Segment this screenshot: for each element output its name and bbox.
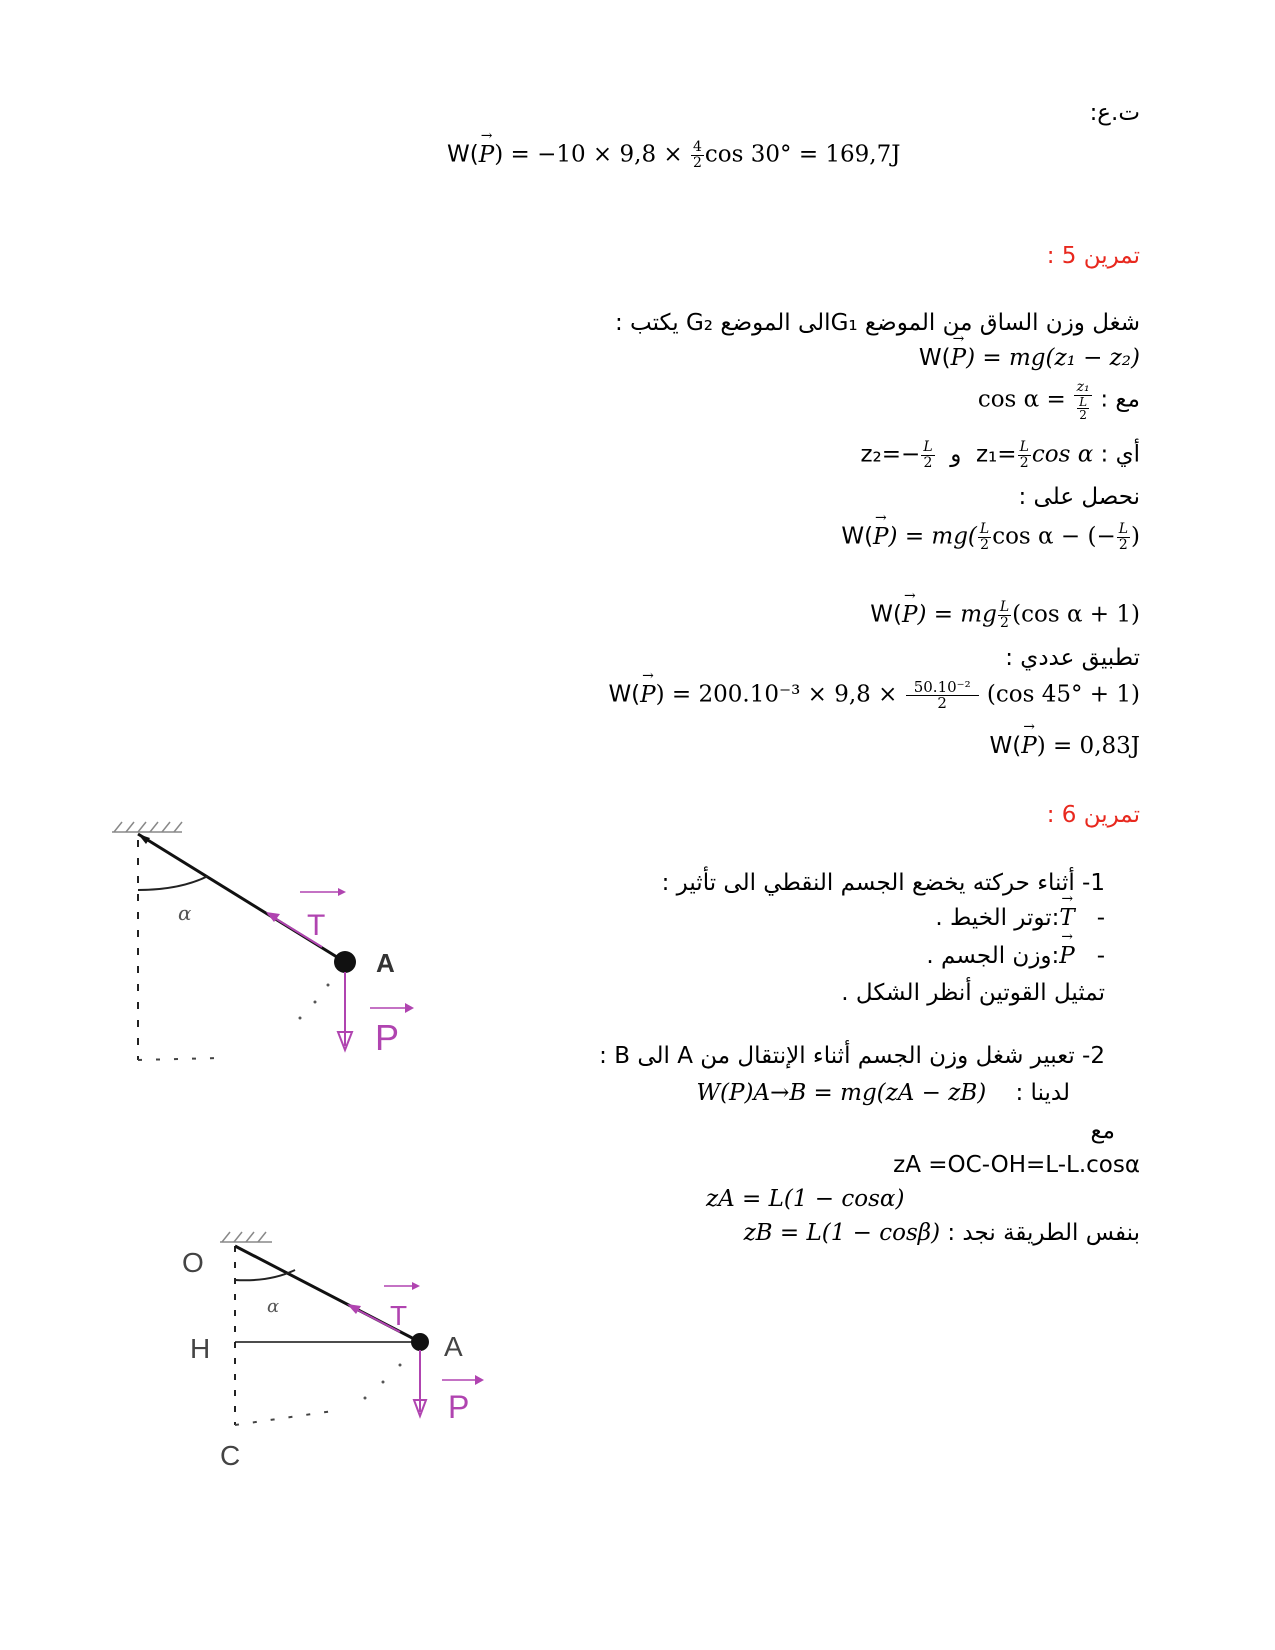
exercise-6-title: تمرين 6 : [1046,802,1140,828]
alpha-label-2: α [267,1296,280,1317]
point-o-label: O [182,1247,204,1278]
top-work-equation: W(→ P) = −10 × 9,8 × $\frac{4}{2}$ cos 30° = 169,7J [447,140,900,171]
ex6-with: مع [1090,1118,1115,1144]
tension-label-2: T [390,1300,408,1331]
ex5-eq5: W(→ P) = 0,83J [989,733,1140,759]
ex5-with-line: مع : cos α = $\frac{\text{z₁}}{\frac{L}{2}}$ [977,379,1140,422]
ex5-numeric-label: تطبيق عددي : [1005,645,1140,671]
ex6-za-line2: zA = L(1 − cosα) [706,1186,905,1212]
point-h-label: H [190,1333,211,1364]
tension-label-1: T [307,909,326,942]
ex5-ie-line: أي : z₂=− $\frac{L}{2}$ و z₁= $\frac{L}{2}$ cos α [860,439,1140,471]
ceiling-hatch-2 [220,1232,272,1242]
numeric-label-top: ت.ع: [1089,100,1140,126]
mass-a-1 [334,951,356,973]
ex5-eq4: W(→ P) = 200.10⁻³ × 9,8 × $\frac{\text{50.10⁻²}}{2}$ (cos 45° + 1) [608,680,1140,711]
weight-label-2: P [448,1389,470,1425]
ex6-item2: 2- تعبير شغل وزن الجسم أثناء الإنتقال من A الى B : [599,1043,1105,1069]
alpha-label-1: α [178,901,192,925]
ex5-eq2: W(→ P) = mg( $\frac{L}{2}$ cos α − (− $\frac{L}{2}$ ) [841,522,1140,553]
ex6-za-line: zA =OC-OH=L-L.cosα [893,1152,1140,1178]
ex5-eq1: W(→ P) = mg(z₁ − z₂) [919,345,1140,371]
ceiling-hatch-1 [112,822,182,832]
ex5-eq3: W(→ P) = mg $\frac{L}{2}$ (cos α + 1) [870,600,1140,631]
mass-a-2 [411,1333,429,1351]
ex6-forces-note: تمثيل القوتين أنظر الشكل . [841,980,1105,1006]
weight-label-1: P [375,1017,400,1058]
ex6-bullet-tension: - → T:توتر الخيط . [935,905,1105,931]
point-a-label-2: A [444,1331,463,1362]
ex6-zb-line: بنفس الطريقة نجد : zB = L(1 − cosβ) [743,1220,1140,1246]
ex5-intro: شغل وزن الساق من الموضع G₁الى الموضع G₂ يكتب : [614,310,1140,336]
ex6-work-line: لدينا : W(P)A→B = mg(zA − zB) [696,1080,1070,1106]
point-c-label: C [220,1440,241,1471]
pendulum-figure-1 [100,810,440,1085]
ex5-obtain: نحصل على : [1018,484,1140,510]
pendulum-figure-2 [170,1220,500,1475]
point-a-label-1: A [376,948,395,978]
ex6-item1: 1- أثناء حركته يخضع الجسم النقطي الى تأثير : [661,870,1105,896]
ex6-bullet-weight: - → P:وزن الجسم . [926,943,1105,969]
exercise-5-title: تمرين 5 : [1046,243,1140,269]
